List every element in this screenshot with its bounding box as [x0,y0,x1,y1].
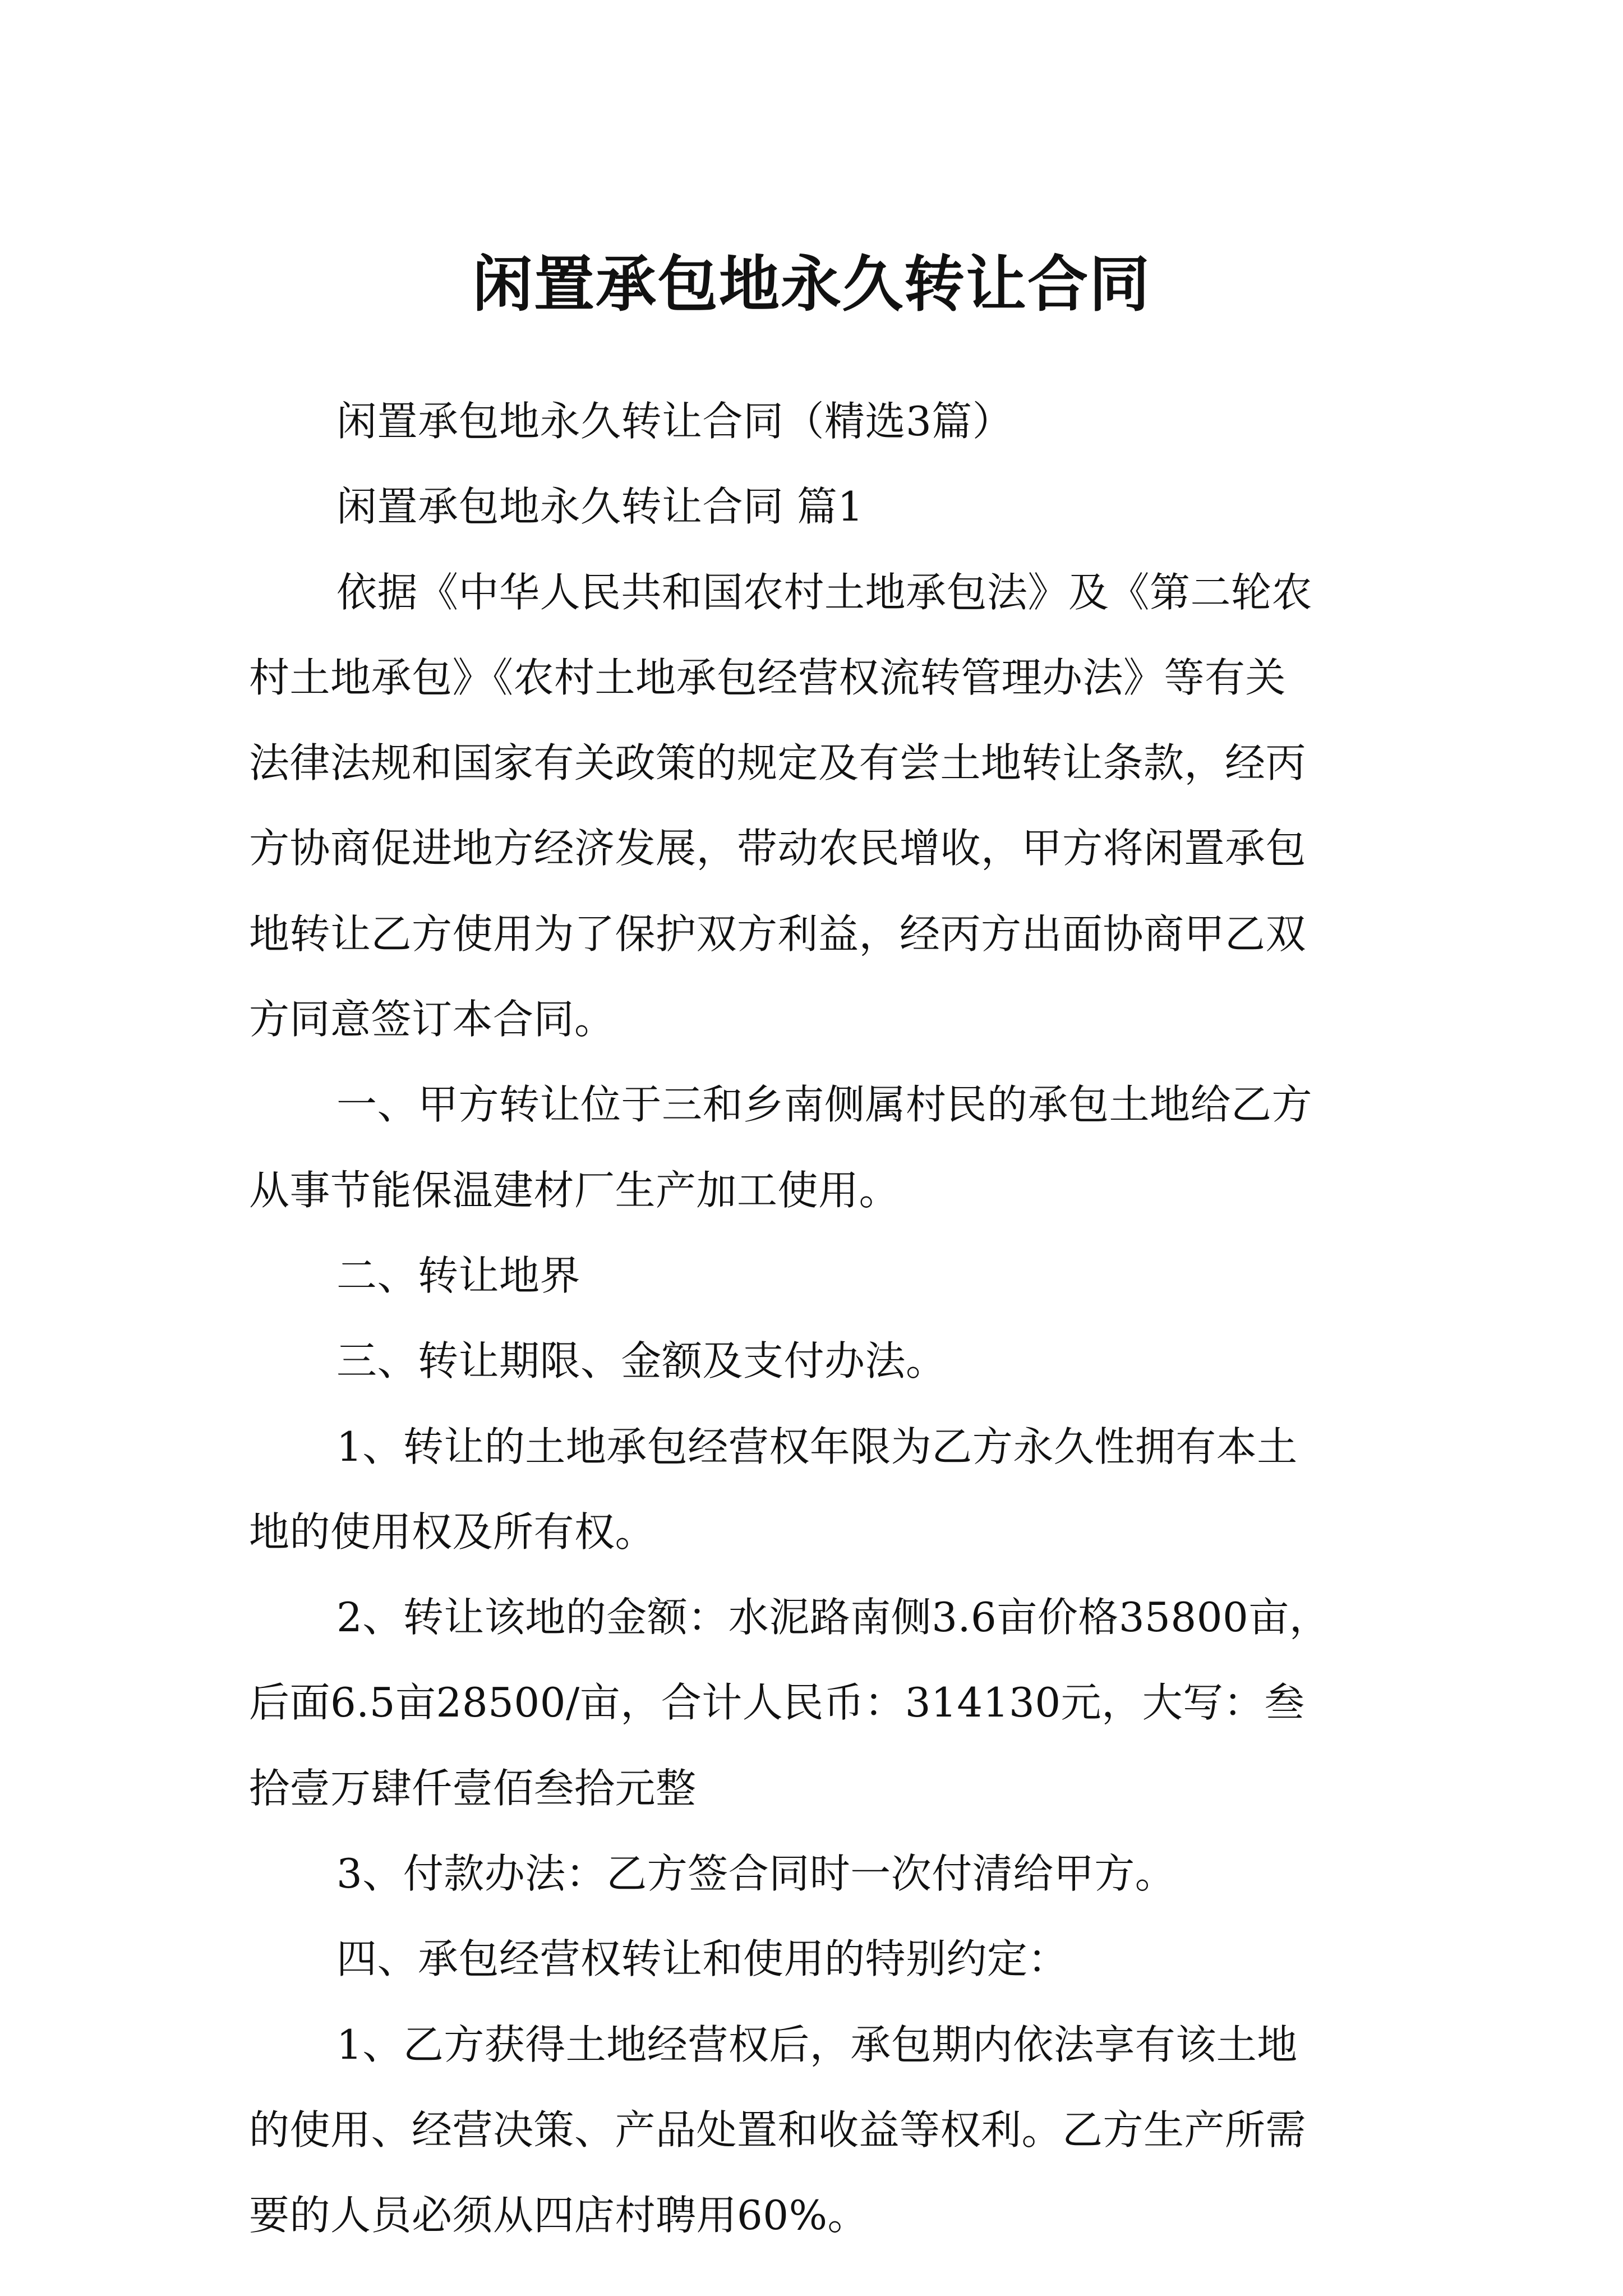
paragraph-line: 四、承包经营权转让和使用的特别约定： [336,1935,1069,1983]
paragraph-line: 的使用、经营决策、产品处置和收益等权利。乙方生产所需 [249,2106,1307,2154]
clause-four [249,1916,1396,2001]
paragraph-line: 拾壹万肆仟壹佰叁拾元整 [249,1764,697,1812]
clause-three-item-two [249,1575,1396,1831]
paragraph-line: 要的人员必须从四店村聘用60%。 [249,2192,869,2239]
paragraph-line: 依据《中华人民共和国农村土地承包法》及《第二轮农 [336,568,1313,616]
paragraph-line: 地的使用权及所有权。 [249,1508,656,1556]
paragraph-line: 三、转让期限、金额及支付办法。 [336,1337,947,1385]
section-heading: 闲置承包地永久转让合同 篇1 [336,483,864,531]
paragraph-line: 1、乙方获得土地经营权后，承包期内依法享有该土地 [336,2021,1298,2068]
paragraph-line: 地转让乙方使用为了保护双方利益，经丙方出面协商甲乙双 [249,910,1307,958]
paragraph-line: 3、付款办法：乙方签合同时一次付清给甲方。 [336,1850,1176,1898]
paragraph-line: 1、转让的土地承包经营权年限为乙方永久性拥有本土 [336,1423,1298,1470]
paragraph-line: 二、转让地界 [336,1251,581,1299]
paragraph-line: 村土地承包》《农村土地承包经营权流转管理办法》等有关 [249,654,1287,701]
paragraph-line: 2、转让该地的金额：水泥路南侧3.6亩价格35800亩， [336,1594,1330,1641]
paragraph-line: 后面6.5亩28500/亩，合计人民币：314130元，大写：叁 [249,1679,1305,1727]
paragraph-line: 从事节能保温建材厂生产加工使用。 [249,1166,900,1214]
document-title: 闲置承包地永久转让合同 [472,249,1151,320]
clause-four-item-one [249,2002,1396,2258]
clause-three-item-one [249,1404,1396,1575]
paragraph-line: 一、甲方转让位于三和乡南侧属村民的承包土地给乙方 [336,1081,1313,1129]
clause-two [249,1233,1396,1318]
document-body [249,379,1396,2258]
paragraph-line: 法律法规和国家有关政策的规定及有尝土地转让条款，经丙 [249,739,1307,787]
clause-three [249,1318,1396,1404]
document-subtitle: 闲置承包地永久转让合同（精选3篇） [336,398,1013,445]
paragraph-line: 方协商促进地方经济发展，带动农民增收，甲方将闲置承包 [249,825,1307,872]
paragraph-line: 方同意签订本合同。 [249,996,615,1043]
clause-one [249,1062,1396,1233]
clause-three-item-three [249,1831,1396,1916]
paragraph-legal-basis [249,550,1396,1062]
